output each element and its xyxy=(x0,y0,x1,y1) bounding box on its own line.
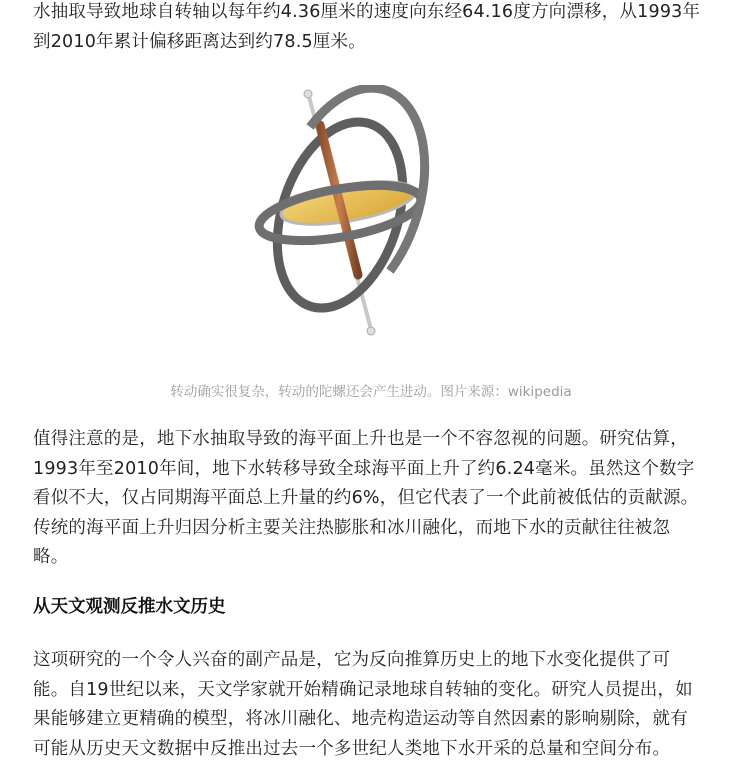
figure-caption: 转动确实很复杂，转动的陀螺还会产生进动。图片来源：wikipedia xyxy=(170,384,572,400)
paragraph-sea-level xyxy=(33,425,713,573)
figure-gyroscope xyxy=(0,80,731,410)
text-line: 果能够建立更精确的模型，将冰川融化、地壳构造运动等自然因素的影响剔除，就有 xyxy=(33,709,688,729)
text-line: 水抽取导致地球自转轴以每年约4.36厘米的速度向东经64.16度方向漂移，从1993年 xyxy=(33,2,701,22)
paragraph-astronomy-history xyxy=(33,646,713,764)
text-line: 传统的海平面上升归因分析主要关注热膨胀和冰川融化，而地下水的贡献往往被忽 xyxy=(33,517,671,538)
text-line: 可能从历史天文数据中反推出过去一个多世纪人类地下水开采的总量和空间分布。 xyxy=(33,738,671,759)
text-line: 看似不大，仅占同期海平面总上升量的约6%，但它代表了一个此前被低估的贡献源。 xyxy=(33,488,699,508)
text-line: 到2010年累计偏移距离达到约78.5厘米。 xyxy=(33,31,366,52)
text-line: 1993年至2010年间，地下水转移导致全球海平面上升了约6.24毫米。虽然这个数字 xyxy=(33,458,695,479)
gyroscope-icon xyxy=(240,85,440,345)
text-line: 略。 xyxy=(33,547,69,567)
text-line: 值得注意的是，地下水抽取导致的海平面上升也是一个不容忽视的问题。研究估算， xyxy=(33,429,688,449)
text-line: 能。自19世纪以来，天文学家就开始精确记录地球自转轴的变化。研究人员提出，如 xyxy=(33,679,693,700)
paragraph-groundwater-drift xyxy=(33,0,713,57)
text-line: 这项研究的一个令人兴奋的副产品是，它为反向推算历史上的地下水变化提供了可 xyxy=(33,650,671,670)
section-heading: 从天文观测反推水文历史 xyxy=(33,597,226,617)
